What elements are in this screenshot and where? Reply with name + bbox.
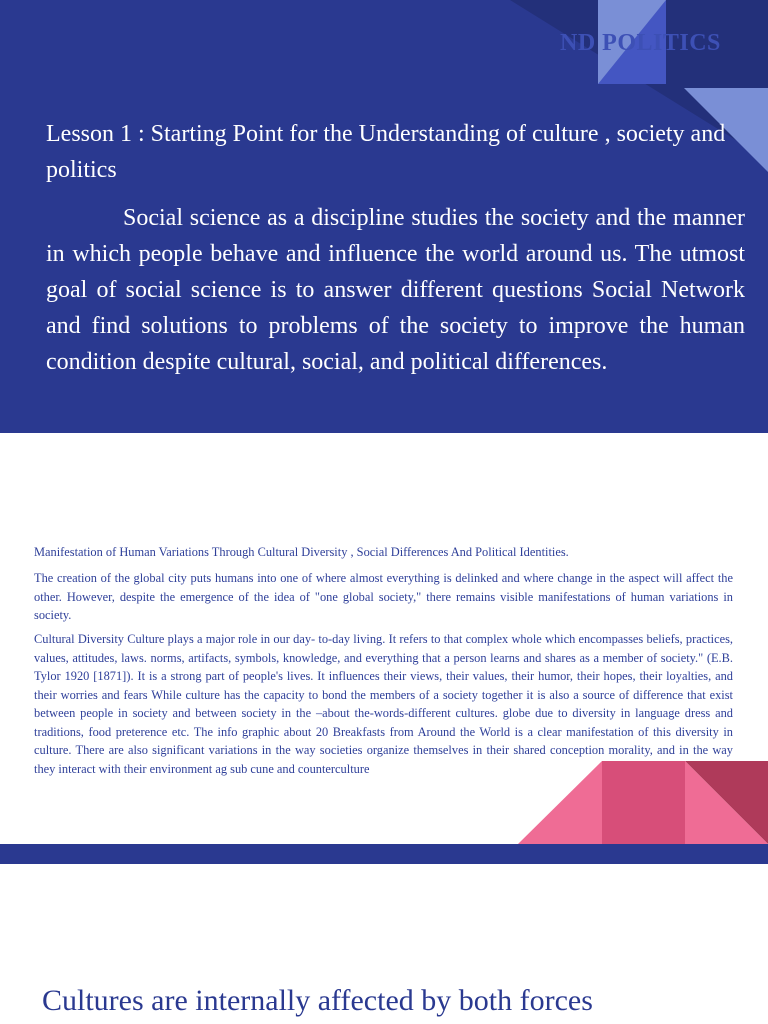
corner-heading: ND POLITICS [560, 30, 721, 56]
section-heading: Manifestation of Human Variations Through Cultural Diversity , Social Differences And Political Identities. [34, 545, 569, 559]
magenta-square [602, 761, 685, 844]
slide3-title: Cultures are internally affected by both forces [42, 984, 593, 1017]
lesson-body: Social science as a discipline studies the society and the manner in which people behave and influence the world around us. The utmost goal of social science is to answer different questions Social Network and find solutions to problems of the society to improve the human condition despite cultural, social, and political differences. [46, 205, 745, 375]
slide-divider-band [0, 844, 768, 864]
pink-corner-decoration [0, 433, 768, 844]
pink-triangle-left [518, 761, 602, 844]
lesson-title: Lesson 1 : Starting Point for the Understanding of culture , society and politics [46, 121, 726, 183]
slide-lesson-intro [0, 0, 768, 433]
paragraph-cultural-diversity: Cultural Diversity Culture plays a major role in our day- to-day living. It refers to that complex whole which encompasses beliefs, practices, values, attitudes, laws. norms, artifacts, symbols, knowledge, and everything that a person learns and shares as a member of society." (E.B. Tylor 1920 [1871]). It is a strong part of people's lives. It influences their views, their values, their humor, their hopes, their loyalties, and their worries and fears While culture has the capacity to bond the members of a society together it is also a source of difference that exist between people in society and between society in the –about the-words-different cultures. globe due to diversity in language dress and traditions, food preterence etc. The info graphic about 20 Breakfasts from Around the World is a clear manifestation of this diversity in culture. There are also significant variations in the way societies organize themselves in their shared conception morality, and in the way they interact with their environment ag sub cune and counterculture [34, 632, 733, 776]
slide-cultural-diversity [0, 433, 768, 844]
paragraph-global-city: The creation of the global city puts humans into one of where almost everything is delinked and where change in the aspect will affect the other. However, despite the emergence of the idea of "one global society," there remains visible manifestations of human variations in society. [34, 571, 733, 622]
